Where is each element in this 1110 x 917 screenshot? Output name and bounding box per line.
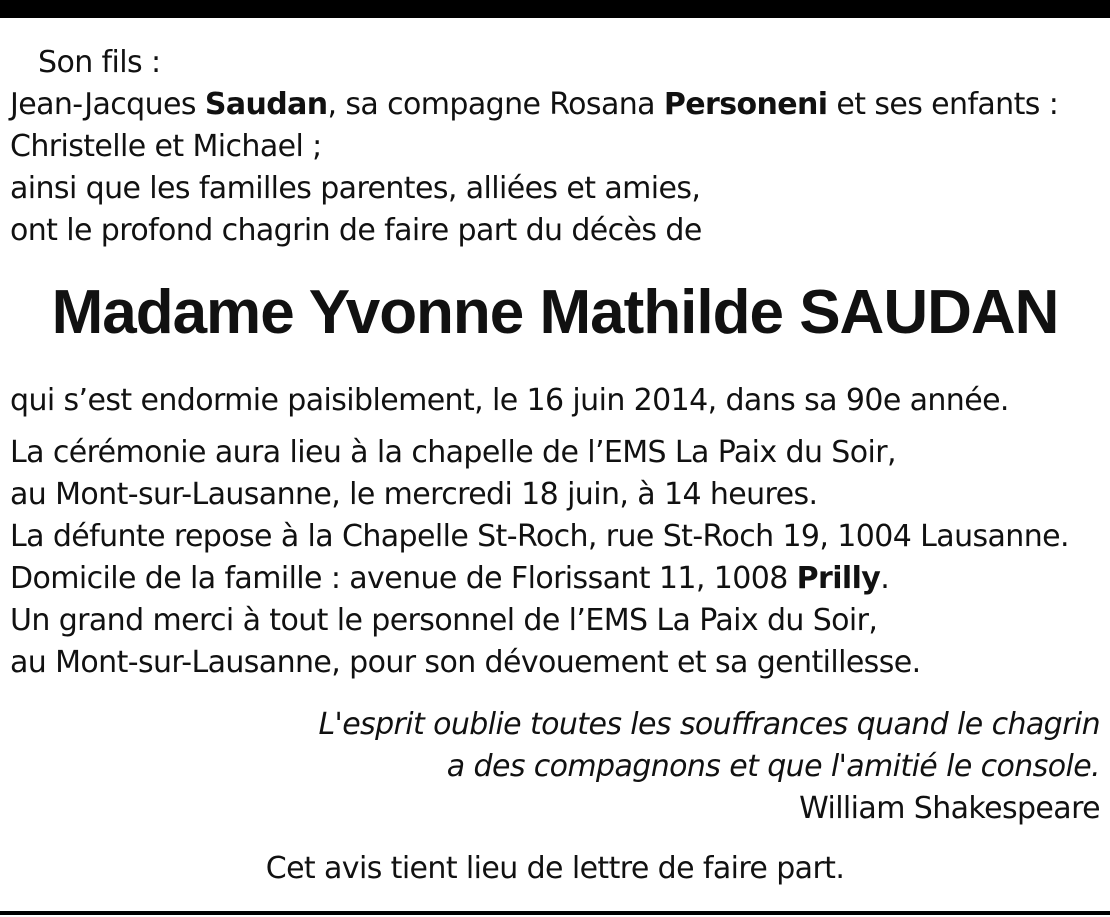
intro-line-4: ainsi que les familles parentes, alliées et amies, (10, 171, 701, 206)
intro-line-2 (10, 84, 1100, 126)
top-border-rule (0, 0, 1110, 18)
bottom-border-rule (0, 911, 1110, 915)
details-line-1: La cérémonie aura lieu à la chapelle de l’EMS La Paix du Soir, (10, 435, 896, 470)
obituary-notice (10, 42, 1100, 890)
quote-block (10, 704, 1100, 830)
intro-line-1: Son fils : (38, 45, 161, 80)
surname-bold: Saudan (204, 87, 328, 122)
intro-line-5: ont le profond chagrin de faire part du décès de (10, 213, 702, 248)
details-line-4 (10, 558, 1100, 600)
deceased-name: Madame Yvonne Mathilde SAUDAN (51, 278, 1059, 347)
intro-text: , sa compagne Rosana (327, 87, 664, 122)
quote-line-2: a des compagnons et que l'amitié le console. (446, 749, 1100, 784)
quote-author: William Shakespeare (799, 791, 1100, 826)
passing-line: qui s’est endormie paisiblement, le 16 juin 2014, dans sa 90e année. (10, 383, 1009, 418)
intro-text: et ses enfants : (827, 87, 1059, 122)
details-text: . (880, 561, 890, 596)
details-line-5: Un grand merci à tout le personnel de l’EMS La Paix du Soir, (10, 603, 878, 638)
intro-line-3: Christelle et Michael ; (10, 129, 322, 164)
details-line-6: au Mont-sur-Lausanne, pour son dévouement et sa gentillesse. (10, 645, 921, 680)
details-line-2: au Mont-sur-Lausanne, le mercredi 18 juin, à 14 heures. (10, 477, 818, 512)
town-bold: Prilly (796, 561, 881, 596)
details-line-3: La défunte repose à la Chapelle St-Roch, rue St-Roch 19, 1004 Lausanne. (10, 519, 1069, 554)
footer-note: Cet avis tient lieu de lettre de faire part. (265, 851, 845, 886)
details-text: Domicile de la famille : avenue de Florissant 11, 1008 (10, 561, 797, 596)
intro-text: Jean-Jacques (10, 87, 205, 122)
surname-bold: Personeni (663, 87, 828, 122)
quote-line-1: L'esprit oublie toutes les souffrances quand le chagrin (318, 707, 1100, 742)
